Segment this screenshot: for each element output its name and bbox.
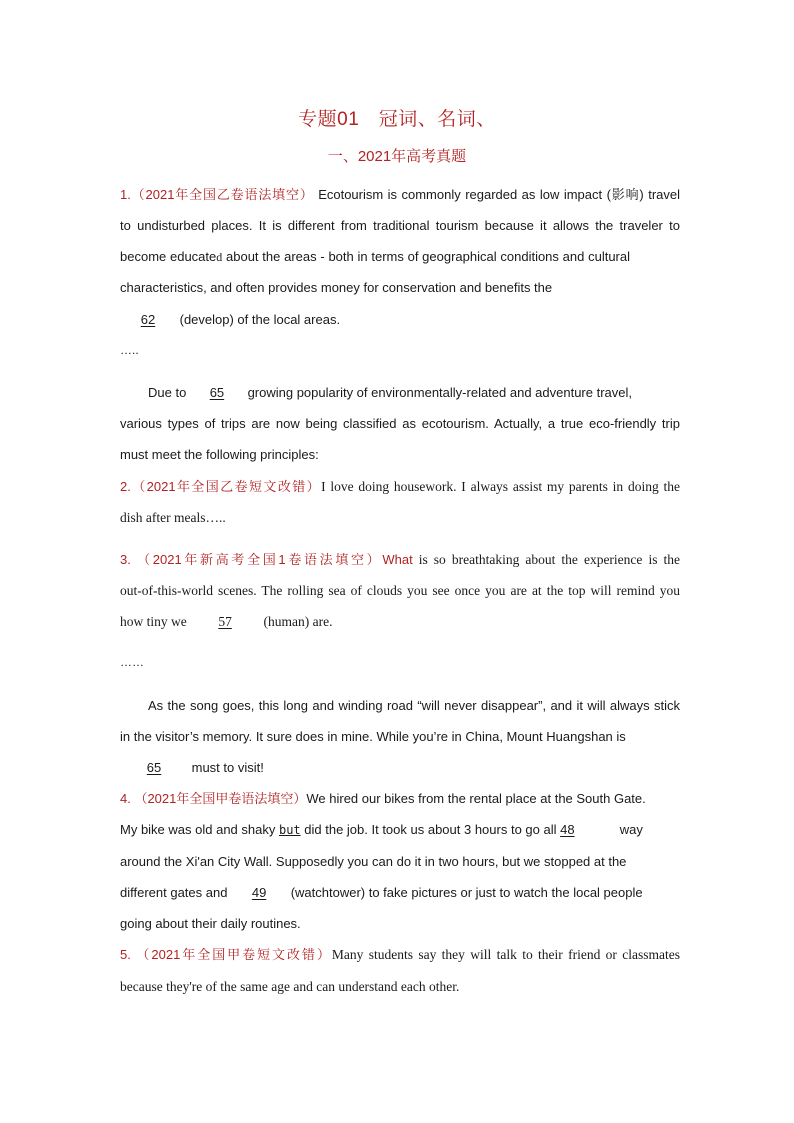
q3-blank-57[interactable]: 57 <box>218 614 232 629</box>
q1-para2-line-1 <box>120 384 680 402</box>
q3-para2-line-1: As the song goes, this long and winding road “will never disappear”, and it will always stick <box>148 698 680 713</box>
q3-text-1: is so breathtaking about the experience is the <box>412 552 680 567</box>
q1-tag: 1.（2021年全国乙卷语法填空） <box>120 187 314 202</box>
q4-blank-49[interactable]: 49 <box>251 885 267 900</box>
q1-text-3b: d <box>216 250 223 264</box>
q3-line-2: out-of-this-world scenes. The rolling sea of clouds you see once you are at the top will remind you <box>120 583 680 598</box>
q4-tag: 4. （2021年全国甲卷语法填空） <box>120 791 307 806</box>
q4-line-2 <box>120 821 643 839</box>
q1-para2-text-b: growing popularity of environmentally-related and adventure travel, <box>247 385 633 400</box>
q5-line-1 <box>120 946 680 964</box>
q4-but: but <box>278 823 301 837</box>
q3-para2-line-3 <box>120 759 680 777</box>
q3-blank-65[interactable]: 65 <box>146 760 162 775</box>
q1-line-2: to undisturbed places. It is different from traditional tourism because it allows the traveler to <box>120 218 680 233</box>
q1-blank-62[interactable]: 62 <box>140 312 156 327</box>
section-subtitle: 一、2021年高考真题 <box>327 148 467 165</box>
q1-text-1: Ecotourism is commonly regarded as low impact (影响) travel <box>318 187 680 202</box>
q4-line-3: around the Xi'an City Wall. Supposedly you can do it in two hours, but we stopped at the <box>120 854 627 869</box>
q3-text-3a: how tiny we <box>120 614 191 629</box>
q3-line-1 <box>120 551 680 569</box>
q4-text-2b: did the job. It took us about 3 hours to go all <box>300 822 561 837</box>
q3-line-3 <box>120 613 680 631</box>
q3-tag: 3. （2021年新高考全国1卷语法填空） <box>120 552 383 567</box>
q4-line-5: going about their daily routines. <box>120 916 301 931</box>
q4-text-2a: My bike was old and shaky <box>120 822 279 837</box>
q4-line-1 <box>120 790 665 808</box>
q1-para2-line-2: various types of trips are now being classified as ecotourism. Actually, a true eco-friendly trip <box>120 416 680 431</box>
q1-line-4: characteristics, and often provides money for conservation and benefits the <box>120 280 553 295</box>
q1-para2-text-a: Due to <box>148 385 187 400</box>
q4-text-2c: way <box>616 822 643 837</box>
q4-text-4b: (watchtower) to fake pictures or just to watch the local people <box>287 885 643 900</box>
q3-para2-text-3: must to visit! <box>191 760 264 775</box>
q1-text-5: (develop) of the local areas. <box>179 312 341 327</box>
q4-blank-48[interactable]: 48 <box>560 822 575 837</box>
q5-text-1: Many students say they will talk to their friend or classmates <box>331 947 680 962</box>
q1-para2-line-3: must meet the following principles: <box>120 447 319 462</box>
q1-line-1 <box>120 186 680 204</box>
q1-text-3a: become educate <box>120 249 217 264</box>
q3-para2-line-2: in the visitor’s memory. It sure does in mine. While you’re in China, Mount Huangshan is <box>120 729 626 744</box>
q1-text-3c: about the areas - both in terms of geographical conditions and cultural <box>222 249 631 264</box>
q5-tag: 5. （2021年全国甲卷短文改错） <box>120 947 332 962</box>
ellipsis: ….. <box>120 343 139 357</box>
q2-line-2: dish after meals….. <box>120 510 226 525</box>
q4-text-1: We hired our bikes from the rental place at the South Gate. <box>306 791 646 806</box>
q4-line-4 <box>120 884 648 902</box>
q1-line-3 <box>120 248 630 266</box>
q2-tag: 2.（2021年全国乙卷短文改错） <box>120 479 322 494</box>
q2-line-1 <box>120 478 680 496</box>
q5-line-2: because they're of the same age and can understand each other. <box>120 979 460 994</box>
q4-text-4a: different gates and <box>120 885 232 900</box>
q2-text-1: I love doing housework. I always assist my parents in doing the <box>321 479 680 494</box>
q1-blank-65[interactable]: 65 <box>209 385 225 400</box>
q1-line-5 <box>120 311 680 329</box>
q3-what: What <box>382 552 413 567</box>
title-text: 专题01 冠词、名词、 <box>298 109 496 130</box>
ellipsis: …… <box>120 655 144 669</box>
q3-text-3b: (human) are. <box>260 614 333 629</box>
page-title <box>0 104 794 131</box>
